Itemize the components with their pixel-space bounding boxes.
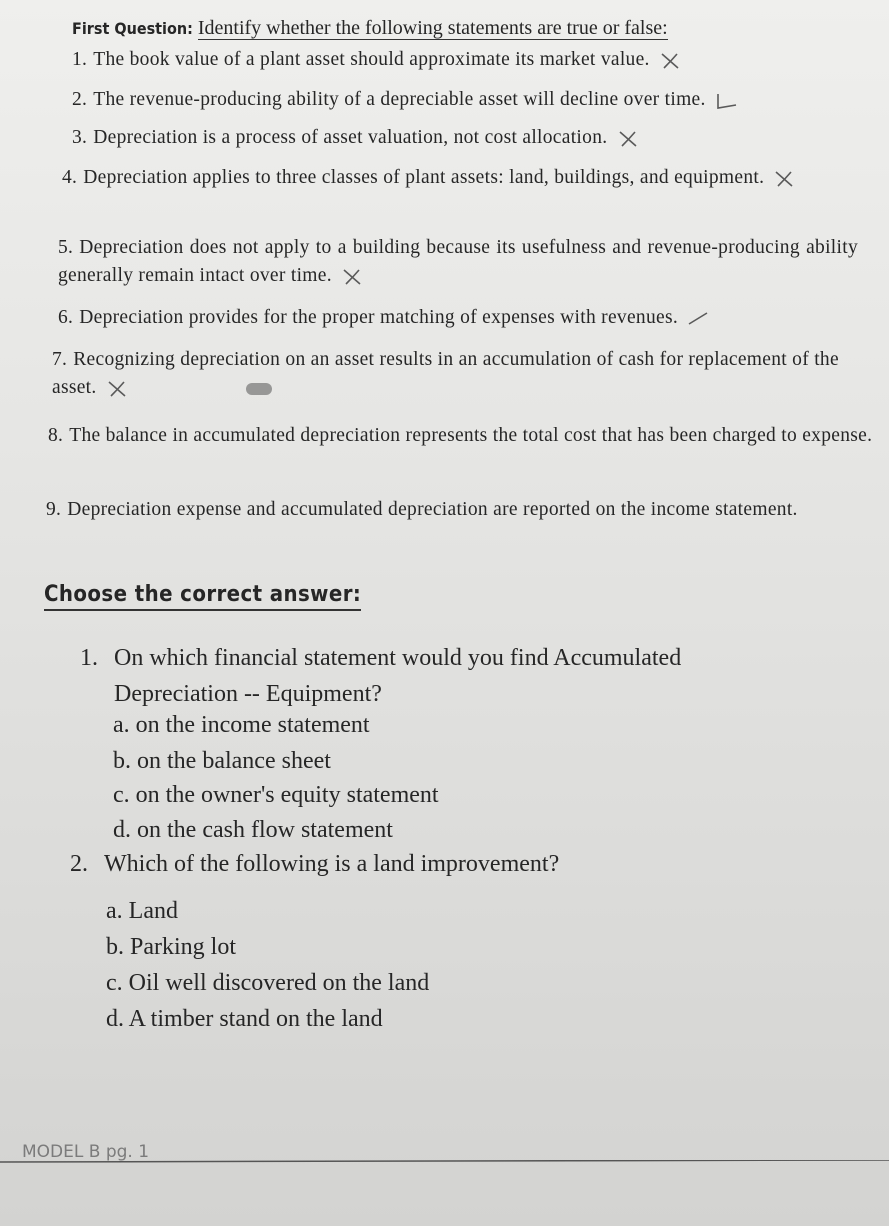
- mcq-question-1: 1. On which financial statement would you find Accumulated Depreciation -- Equipment?: [80, 645, 682, 707]
- mcq1-option-a: a. on the income statement: [113, 712, 370, 738]
- tf-statement-9: 9. Depreciation expense and accumulated depreciation are reported on the income statement.: [46, 499, 798, 520]
- mcq2-option-b: b. Parking lot: [106, 934, 236, 960]
- ink-smudge: [246, 383, 272, 395]
- x-mark-icon: [617, 129, 639, 149]
- tf-statement-7: 7. Recognizing depreciation on an asset results in an accumulation of cash for replacement of the asset.: [52, 349, 839, 398]
- x-mark-icon: [106, 379, 128, 399]
- x-mark-icon: [659, 51, 681, 71]
- mcq2-option-c: c. Oil well discovered on the land: [106, 970, 430, 996]
- footer-rule: [0, 1160, 889, 1163]
- x-mark-icon: [773, 169, 795, 189]
- first-question-instruction: Identify whether the following statements are true or false:: [197, 17, 668, 39]
- mcq2-option-d: d. A timber stand on the land: [106, 1006, 383, 1032]
- mcq1-option-c: c. on the owner's equity statement: [113, 782, 439, 808]
- mcq1-option-d: d. on the cash flow statement: [113, 817, 393, 843]
- check-mark-icon: [687, 309, 709, 329]
- mcq-question-2: 2. Which of the following is a land improvement?: [70, 851, 560, 877]
- choose-correct-answer-heading: Choose the correct answer:: [44, 582, 361, 611]
- tf-statement-1: 1. The book value of a plant asset should approximate its market value.: [72, 46, 812, 74]
- tf-statement-4: 4. Depreciation applies to three classes of plant assets: land, buildings, and equipment.: [62, 164, 852, 192]
- mcq1-option-b: b. on the balance sheet: [113, 748, 331, 774]
- footer-page-label: MODEL B pg. 1: [22, 1142, 150, 1162]
- tf-statement-2: 2. The revenue-producing ability of a depreciable asset will decline over time.: [72, 86, 872, 114]
- first-question-heading: [72, 16, 792, 41]
- tf-statement-3: 3. Depreciation is a process of asset valuation, not cost allocation.: [72, 124, 832, 152]
- mcq2-option-a: a. Land: [106, 898, 178, 924]
- tf-statement-6: 6. Depreciation provides for the proper matching of expenses with revenues.: [58, 304, 848, 332]
- x-mark-icon: [341, 267, 363, 287]
- tf-statement-5: 5. Depreciation does not apply to a building because its usefulness and revenue-producing ability generally remain intact over time.: [58, 237, 858, 286]
- check-mark-icon: [715, 91, 737, 111]
- first-question-label: First Question:: [72, 19, 193, 38]
- tf-statement-8: 8. The balance in accumulated depreciation represents the total cost that has been charged to expense.: [48, 425, 873, 446]
